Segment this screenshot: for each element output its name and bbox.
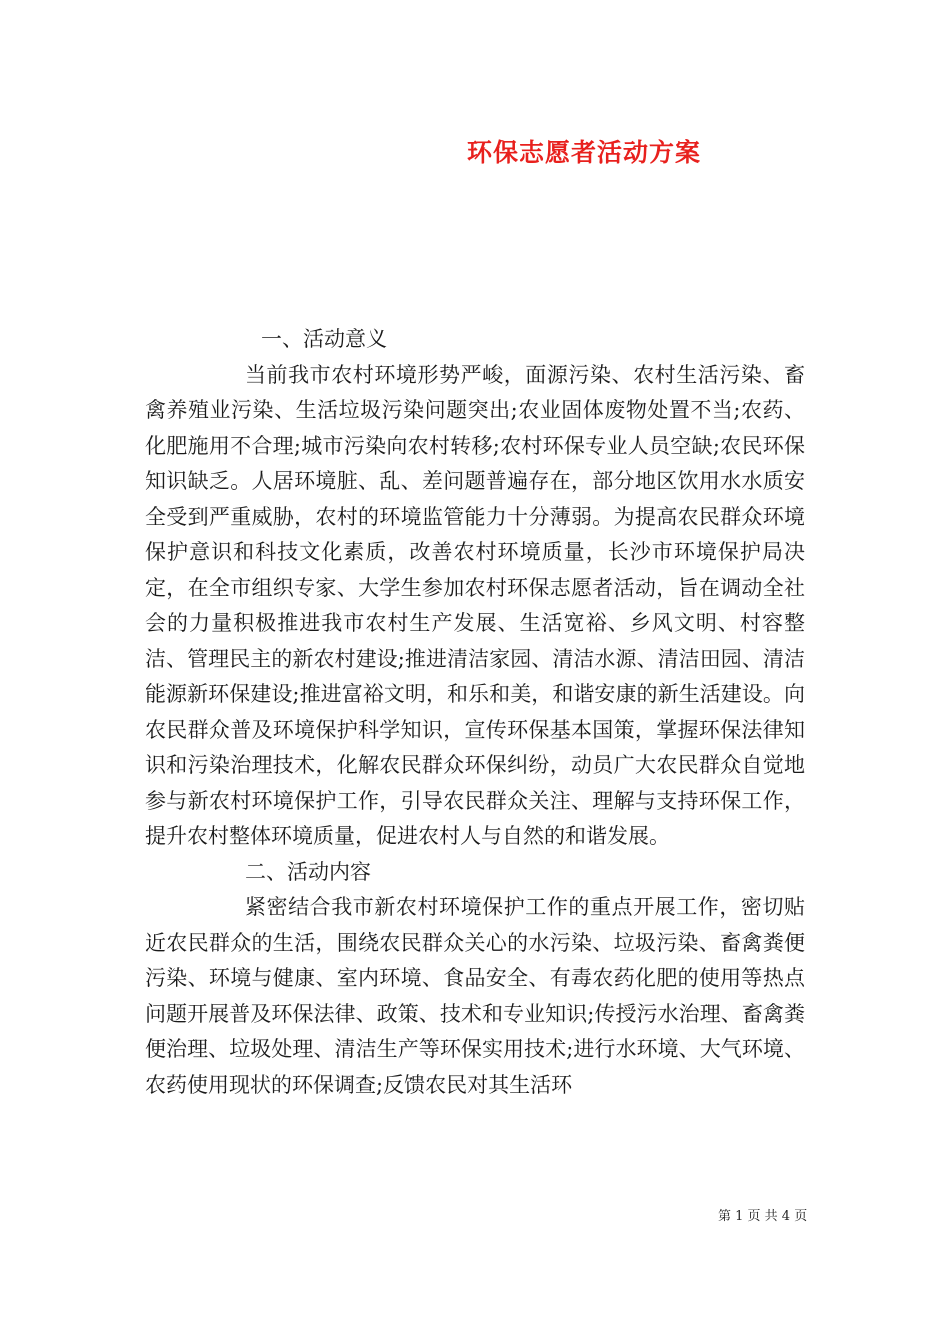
page-number-footer: 第 1 页 共 4 页 xyxy=(718,1209,808,1224)
section-heading-content: 二、活动内容 xyxy=(245,859,371,884)
section-paragraph-significance: 当前我市农村环境形势严峻，面源污染、农村生活污染、畜禽养殖业污染、生活垃圾污染问题突出;农业固体废物处置不当;农药、化肥施用不合理;城市污染向农村转移;农村环保专业人员空缺;农民环保知识缺乏。人居环境脏、乱、差问题普遍存在，部分地区饮用水水质安全受到严重威胁，农村的环境监管能力十分薄弱。为提高农民群众环境保护意识和科技文化素质，改善农村环境质量，长沙市环境保护局决定，在全市组织专家、大学生参加农村环保志愿者活动，旨在调动全社会的力量积极推进我市农村生产发展、生活宽裕、乡风文明、村容整洁、管理民主的新农村建设;推进清洁家园、清洁水源、清洁田园、清洁能源新环保建设;推进富裕文明，和乐和美，和谐安康的新生活建设。向农民群众普及环境保护科学知识，宣传环保基本国策，掌握环保法律知识和污染治理技术，化解农民群众环保纠纷，动员广大农民群众自觉地参与新农村环境保护工作，引导农民群众关注、理解与支持环保工作，提升农村整体环境质量，促进农村人与自然的和谐发展。 xyxy=(145,362,805,848)
section-paragraph-content: 紧密结合我市新农村环境保护工作的重点开展工作，密切贴近农民群众的生活，围绕农民群众关心的水污染、垃圾污染、畜禽粪便污染、环境与健康、室内环境、食品安全、有毒农药化肥的使用等热点问题开展普及环保法律、政策、技术和专业知识;传授污水治理、畜禽粪便治理、垃圾处理、清洁生产等环保实用技术;进行水环境、大气环境、农药使用现状的环保调查;反馈农民对其生活环 xyxy=(145,895,805,1097)
document-title: 环保志愿者活动方案 xyxy=(466,138,701,167)
section-heading-significance: 一、活动意义 xyxy=(261,327,387,351)
document-body xyxy=(145,322,805,1103)
